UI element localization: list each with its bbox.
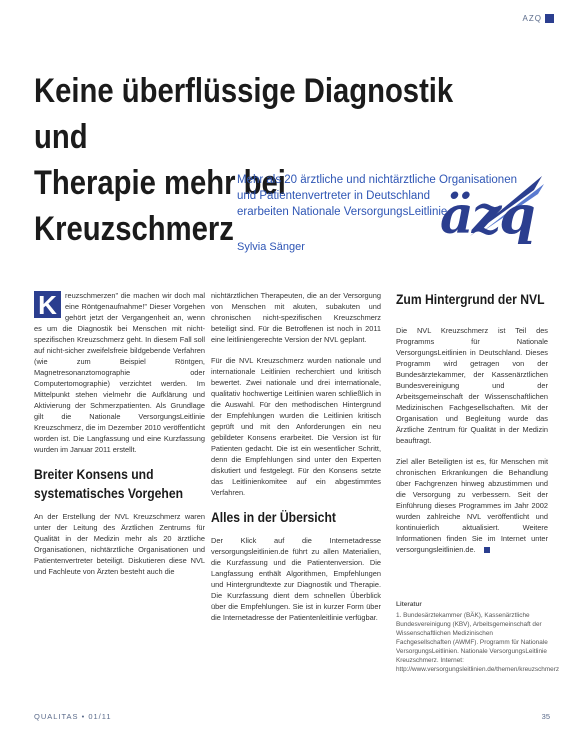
author-byline: Sylvia Sänger bbox=[237, 241, 305, 253]
deck-line-2: und Patientenvertreter in Deutschland bbox=[237, 190, 431, 202]
paragraph: An der Erstellung der NVL Kreuzschmerz waren unter der Leitung des Ärztlichen Zentrums für Qualität in der Medizin mehr als 20 ärztliche Organisationen, nichtärztliche Organisationen und Patientenvertreter beteiligt. Diskutieren diese NVL und Fachleute von Ärzten besteht auch die bbox=[34, 512, 205, 576]
subhead-line-2: systematisches Vorgehen bbox=[34, 486, 184, 501]
paragraph: Die NVL Kreuzschmerz ist Teil des Programms für Nationale VersorgungsLeitlinien in Deutschland. Dieses Programm wird getragen von der Bundesärztekammer, der Kassenärztlichen Bundesvereinigung und der Arbeitsgemeinschaft der Wissenschaftlichen Medizinischen Fachgesellschaften. Mit der Organisation und Begleitung wurde das Ärztliche Zentrum für Qualität in der Medizin beauftragt. bbox=[396, 326, 548, 445]
footer-publication: QUALITAS • 01/11 bbox=[34, 712, 112, 721]
headline-line-2: Therapie mehr bei Kreuzschmerz bbox=[34, 164, 286, 248]
deck-line-3: erarbeiten Nationale VersorgungsLeitlinie bbox=[237, 206, 448, 218]
subhead-alles-uebersicht: Alles in der Übersicht bbox=[211, 510, 336, 525]
references bbox=[396, 600, 560, 674]
deck-line-1: Mehr als 20 ärztliche und nichtärztliche Organisationen bbox=[237, 174, 517, 186]
subhead-breiter-konsens bbox=[34, 465, 188, 503]
references-heading: Literatur bbox=[396, 601, 422, 608]
headline-line-1: Keine überflüssige Diagnostik und bbox=[34, 72, 454, 156]
intro-text: reuzschmerzen” die machen wir doch mal eine Röntgenaufnahme!” Dieser Vorgehen gehört jetzt der Vergangenheit an, wenn es um die Diagnostik bei Menschen mit nicht-spezifischen Kreuzschmerz geht. In diesem Fall soll auf nicht-sicher zweifelsfreie bildgebende Verfahren (wie zum Beispiel Röntgen, Magnetresonanztomographie oder Computertomographie) verzichtet werden. Im Mittelpunkt stehen vielmehr die Aufklärung und Aktivierung der Schmerzpatienten. Als Grundlage gilt die Nationale VersorgungsLeitlinie Kreuzschmerz, die im Dezember 2010 veröffentlicht worden ist. Die Langfassung und eine Kurzfassung wurden im Januar 2011 erstellt. bbox=[34, 291, 205, 454]
logo-wordmark: äzq bbox=[440, 185, 534, 246]
paragraph: Für die NVL Kreuzschmerz wurden nationale und internationale Leitlinien recherchiert und kritisch bewertet. Zwei nationale und drei internationale, qualitativ hochwertige Leitlinien waren schließlich in die Auswahl. Für den methodischen Hintergrund der Empfehlungen wurden die Leitlinien kritisch geprüft und mit den Anforderungen ein neu gebildeter Konsens erarbeitet. Die Version ist für Patienten gedacht. Die ist ein wesentlicher Schritt, denn die Empfehlungen sind unter den Experten diskutiert und festgelegt. Für den Konsens setzte das Leitlinienkomitee auf ein abgestimmtes Verfahren. bbox=[211, 356, 381, 497]
paragraph: Der Klick auf die Internetadresse versorgungsleitlinien.de führt zu allen Materialien, die Kurzfassung und die Patientenversion. Die Langfassung enthält Algorithmen, Empfehlungen und Hintergrundtexte zur Diagnostik und Therapie. Die Kurzfassung dient dem schnellen Überblick über die Empfehlungen. Sie ist in kurzer Form über die Internetadresse der Patientenleitlinie verfügbar. bbox=[211, 536, 381, 622]
section-tag: AZQ bbox=[522, 14, 542, 23]
subhead-hintergrund: Zum Hintergrund der NVL bbox=[396, 292, 545, 307]
reference-item: 1. Bundesärztekammer (BÄK), Kassenärztliche Bundesvereinigung (KBV), Arbeitsgemeinschaft der Wissenschaftlichen Medizinischen Fachgesellschaften (AWMF). Programm für Nationale VersorgungsLeitlinien. Nationale VersorgungsLeitlinie Kreuzschmerz. Internet: http://www.versorgungsleitlinien.de/themen/kreuzschmerz bbox=[396, 612, 560, 673]
section-marker bbox=[545, 14, 554, 23]
azq-logo bbox=[430, 176, 548, 248]
paragraph-text: Ziel aller Beteiligten ist es, für Menschen mit chronischen Erkrankungen die Behandlung über Fachgrenzen hinweg abzustimmen und die Versorgung zu verbessern. Seit der Einführung dieses Programmes im Jahr 2002 wurden zahlreiche NVL veröffentlicht und kontinuierlich aktualisiert. Weitere Informationen finden Sie im Internet unter versorgungsleitlinien.de. bbox=[396, 457, 548, 554]
paragraph bbox=[396, 456, 548, 555]
page-number: 35 bbox=[541, 712, 550, 721]
column-3 bbox=[396, 325, 548, 565]
intro-paragraph bbox=[34, 290, 205, 455]
column-1 bbox=[34, 290, 205, 587]
dropcap: K bbox=[34, 291, 61, 318]
column-2 bbox=[211, 290, 381, 633]
subhead-line-1: Breiter Konsens und bbox=[34, 467, 154, 482]
headline bbox=[34, 68, 481, 252]
paragraph: nichtärztlichen Therapeuten, die an der Versorgung von Menschen mit akuten, subakuten und chronischen nicht-spezifischen Kreuzschmerz beteiligt sind. Für die Betroffenen ist noch in 2011 eine leitliniengerechte Version der NVL geplant. bbox=[211, 291, 381, 344]
end-mark-icon bbox=[484, 547, 490, 553]
